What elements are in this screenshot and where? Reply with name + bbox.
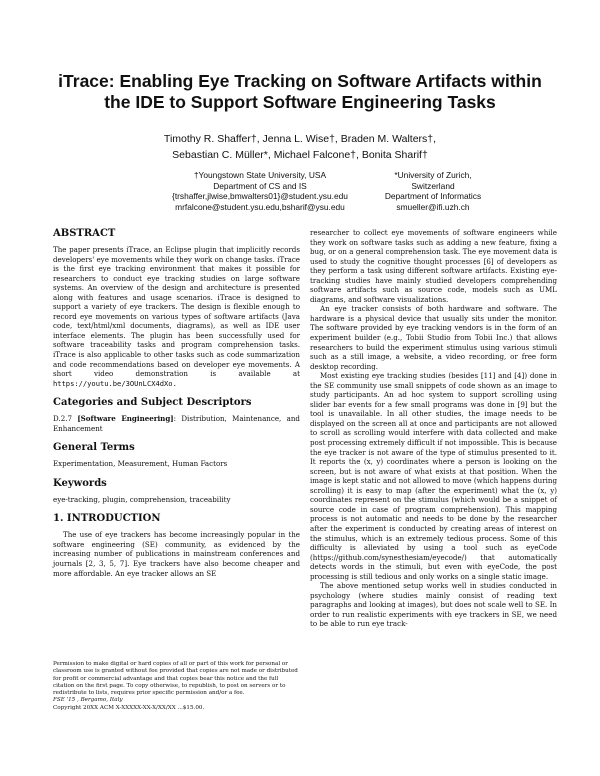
conference-venue: FSE '15 , Bergamo, Italy — [53, 697, 123, 704]
title-line-1: iTrace: Enabling Eye Tracking on Software Artifacts within — [58, 71, 542, 91]
affiliation-line: Department of CS and IS — [213, 180, 307, 191]
abstract-heading: ABSTRACT — [53, 228, 116, 239]
affiliation-ysu — [150, 170, 370, 212]
authors-line-1: Timothy R. Shaffer†, Jenna L. Wise†, Braden M. Walters†, — [163, 133, 437, 145]
paragraph: An eye tracker consists of both hardware and software. The hardware is a physical device that usually sits under the monitor. The software provided by eye tracking vendors is in the form of an experiment builder (e.g., Tobii Studio from Tobii Inc.) that allows researchers to build the experiment stimulus using various stimuli such as a still image, a website, a video recording, or free form desktop recording. — [310, 304, 557, 371]
authors-line-2: Sebastian C. Müller*, Michael Falcone†, Bonita Sharif† — [172, 149, 428, 161]
keywords-heading: Keywords — [53, 477, 107, 489]
affiliation-line: *University of Zurich, Switzerland — [394, 170, 472, 191]
abstract-text — [53, 245, 300, 388]
author-list — [60, 131, 540, 163]
paragraph: researcher to collect eye movements of software engineers while they work on software tasks such as adding a new feature, fixing a bug, or on a general comprehension task. The eye movement data is used to study the cognitive thought processes [6] of developers as they perform a task using different software artifacts. Existing eye-tracking studies have mainly studied developers comprehending software artifacts such as source code, models such as UML diagrams, and software visualizations. — [310, 228, 557, 304]
paragraph: The above mentioned setup works well in studies conducted in psychology (where studies mainly consist of reading text paragraphs and looking at images), but does not scale well to SE. In order to run realistic experiments with eye trackers in SE, we need to be able to run eye track- — [310, 581, 557, 629]
permission-notice: Permission to make digital or hard copies of all or part of this work for personal or classroom use is granted without fee provided that copies are not made or distributed for profit or commercial advantage and that copies bear this notice and the full citation on the first page. To copy otherwise, to republish, to post on servers or to redistribute to lists, requires prior specific permission and/or a fee. — [53, 661, 298, 697]
left-column — [53, 228, 300, 578]
affiliation-line: Department of Informatics — [384, 191, 482, 201]
affiliation-email: {trshaffer,jlwise,bmwalters01}@student.ysu.edu — [172, 191, 348, 201]
categories-code: D.2.7 — [53, 414, 72, 424]
categories-bold: [Software Engineering] — [77, 414, 174, 424]
paragraph: Most existing eye tracking studies (besides [11] and [4]) done in the SE community use small snippets of code shown as an image to study participants. An ad hoc system to support scrolling using slider bar events for a few small programs was done in [9] but the tool is unavailable. In all other studies, the image needs to be displayed on the screen all at once and participants are not allowed to scroll as scrolling would interfere with data collected and make post processing extremely difficult if not impossible. This is because the eye tracker is not aware of the type of stimulus presented to it. It reports the (x, y) coordinates where a person is looking on the screen, but is not aware of what exists at that position. When the image is kept static and not allowed to move (which happens during scrolling) it is easy to map (after the experiment) what the (x, y) coordinates represent on the stimulus (which would be a snippet of source code in case of program comprehension). This mapping process is not automatic and needs to be done by the researcher after the experiment is conducted by creating areas of interest on the stimulus, which is an extremely tedious process. Some of this difficulty is alleviated by using a tool such as eyeCode (https://github.com/synesthesiam/eyecode/) that automatically detects words in the stimuli, but even with eyeCode, the post processing is still tedious and only works on a single static image. — [310, 371, 557, 581]
video-link[interactable]: https://youtu.be/3OUnLCX4dXo. — [53, 378, 177, 388]
terms-heading: General Terms — [53, 442, 135, 454]
categories-rest: : Distribution, Maintenance, and Enhancement — [53, 414, 300, 433]
keywords-text: eye-tracking, plugin, comprehension, traceability — [53, 494, 231, 504]
affiliation-email: smueller@ifi.uzh.ch — [396, 201, 470, 212]
introduction-heading: 1. INTRODUCTION — [53, 513, 161, 525]
abstract-body: The paper presents iTrace, an Eclipse plugin that implicitly records developers' eye movements while they work on change tasks. iTrace is the first eye tracking environment that makes it possible for researchers to conduct eye tracking studies on large software systems. An overview of the design and architecture is presented along with features and usage scenarios. iTrace is designed to support a variety of eye trackers. The design is flexible enough to record eye movements on various types of software artifacts (Java code, text/html/xml documents, diagrams), as well as IDE user interface elements. The plugin has been successfully used for software traceability tasks and program comprehension tasks. iTrace is also applicable to other tasks such as code summarization and code recommendations based on developer eye movements. A short video demonstration is available at — [53, 245, 300, 379]
copyright-footnote — [53, 661, 300, 712]
right-column — [310, 228, 557, 629]
copyright-line: Copyright 20XX ACM X-XXXXX-XX-X/XX/XX ...$15.00. — [53, 704, 205, 711]
affiliation-uzh — [378, 170, 488, 212]
categories-text — [53, 414, 300, 433]
paper-title — [40, 71, 560, 113]
terms-text: Experimentation, Measurement, Human Factors — [53, 459, 228, 469]
affiliation-line: †Youngstown State University, USA — [193, 170, 327, 180]
title-line-2: the IDE to Support Software Engineering Tasks — [104, 92, 496, 112]
affiliation-email: mrfalcone@student.ysu.edu,bsharif@ysu.edu — [175, 201, 345, 212]
categories-heading: Categories and Subject Descriptors — [53, 397, 252, 409]
introduction-text: The use of eye trackers has become increasingly popular in the software engineering (SE) community, as evidenced by the increasing number of publications in mainstream conferences and journals [2, 3, 5, 7]. Eye trackers have also become cheaper and more affordable. An eye tracker allows an SE — [53, 530, 300, 578]
